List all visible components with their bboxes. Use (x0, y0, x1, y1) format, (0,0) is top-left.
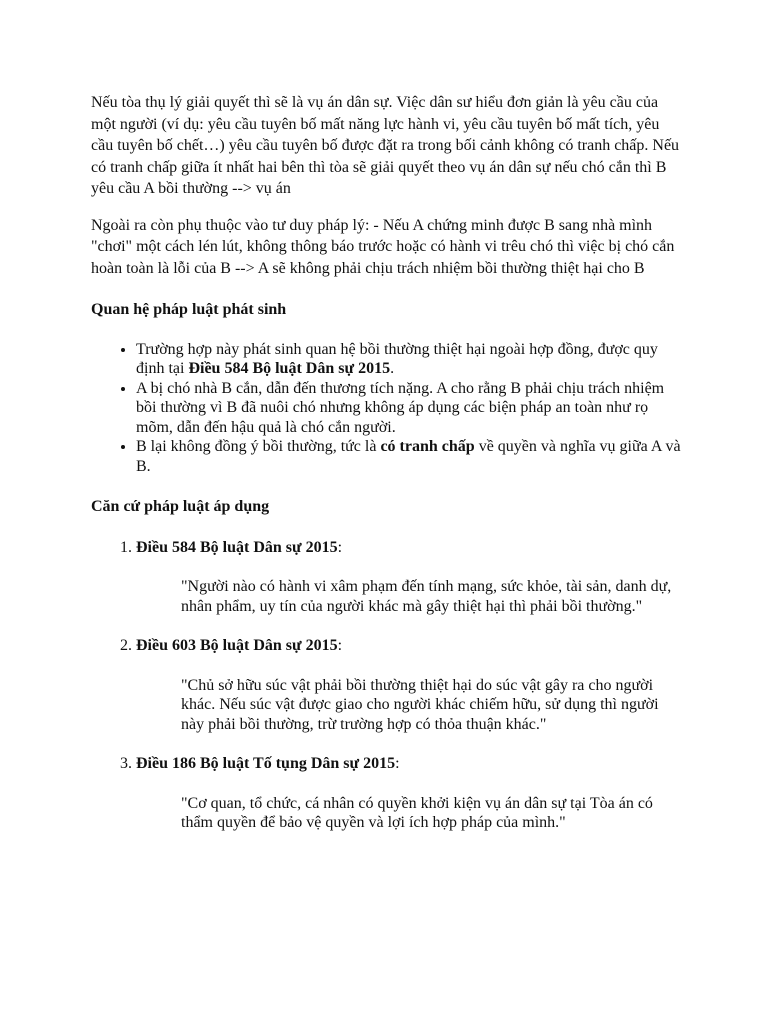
article-quote: "Người nào có hành vi xâm phạm đến tính mạng, sức khỏe, tài sản, danh dự, nhân phẩm, uy tín của người khác mà gây thiệt hại thì phải bồi thường." (181, 578, 672, 615)
article-title: Điều 584 Bộ luật Dân sự 2015 (136, 538, 338, 556)
intro-paragraph-1: Nếu tòa thụ lý giải quyết thì sẽ là vụ án dân sự. Việc dân sư hiểu đơn giản là yêu cầu của một người (ví dụ: yêu cầu tuyên bố mất năng lực hành vi, yêu cầu tuyên bố mất tích, yêu cầu tuyên bố chết…) yêu cầu tuyên bố được đặt ra trong bối cảnh không có tranh chấp. Nếu có tranh chấp giữa ít nhất hai bên thì tòa sẽ giải quyết theo vụ án dân sự nếu chó cắn thì B yêu cầu A bồi thường --> vụ án (91, 94, 680, 197)
article-item (136, 753, 681, 833)
article-quote: "Cơ quan, tổ chức, cá nhân có quyền khởi kiện vụ án dân sự tại Tòa án có thẩm quyền để bảo vệ quyền và lợi ích hợp pháp của mình." (181, 794, 653, 831)
section-heading-legal-basis: Căn cứ pháp luật áp dụng (91, 498, 270, 515)
bullet-bold-dispute: có tranh chấp (380, 438, 475, 455)
article-title: Điều 603 Bộ luật Dân sự 2015 (136, 637, 338, 654)
article-item (136, 537, 681, 617)
list-item (136, 379, 681, 438)
bullet-text: A bị chó nhà B cắn, dẫn đến thương tích nặng. A cho rằng B phải chịu trách nhiệm bồi thường vì B đã nuôi chó nhưng không áp dụng các biện pháp an toàn như rọ mõm, dẫn đến hậu quả là chó cắn người. (136, 379, 665, 436)
article-title-suffix: : (337, 538, 343, 556)
bullet-bold-reference: Điều 584 Bộ luật Dân sự 2015 (188, 360, 391, 377)
bullet-text: B lại không đồng ý bồi thường, tức là (136, 438, 381, 455)
article-item (136, 635, 681, 734)
legal-basis-article-list (91, 537, 681, 833)
list-item (136, 437, 681, 476)
intro-paragraph-2: Ngoài ra còn phụ thuộc vào tư duy pháp lý: - Nếu A chứng minh được B sang nhà mình "chơi" một cách lén lút, không thông báo trước hoặc có hành vi trêu chó thì việc bị chó cắn hoàn toàn là lỗi của B --> A sẽ không phải chịu trách nhiệm bồi thường thiệt hại cho B (91, 216, 675, 277)
article-title-suffix: : (337, 637, 343, 654)
bullet-text: về quyền và nghĩa vụ giữa A và B. (136, 438, 681, 475)
article-quote: "Chủ sở hữu súc vật phải bồi thường thiệt hại do súc vật gây ra cho người khác. Nếu súc vật được giao cho người khác chiếm hữu, sử dụng thì người này phải bồi thường, trừ trường hợp có thỏa thuận khác." (181, 676, 659, 733)
list-item (136, 340, 681, 379)
bullet-text: Trường hợp này phát sinh quan hệ bồi thường thiệt hại ngoài hợp đồng, được quy định tại (136, 340, 658, 377)
document-page (91, 92, 681, 852)
legal-relation-bullet-list (91, 340, 681, 477)
article-title-suffix: : (395, 755, 400, 772)
bullet-text: . (390, 360, 395, 377)
article-title: Điều 186 Bộ luật Tố tụng Dân sự 2015 (136, 755, 396, 772)
section-heading-legal-relation: Quan hệ pháp luật phát sinh (91, 301, 287, 318)
